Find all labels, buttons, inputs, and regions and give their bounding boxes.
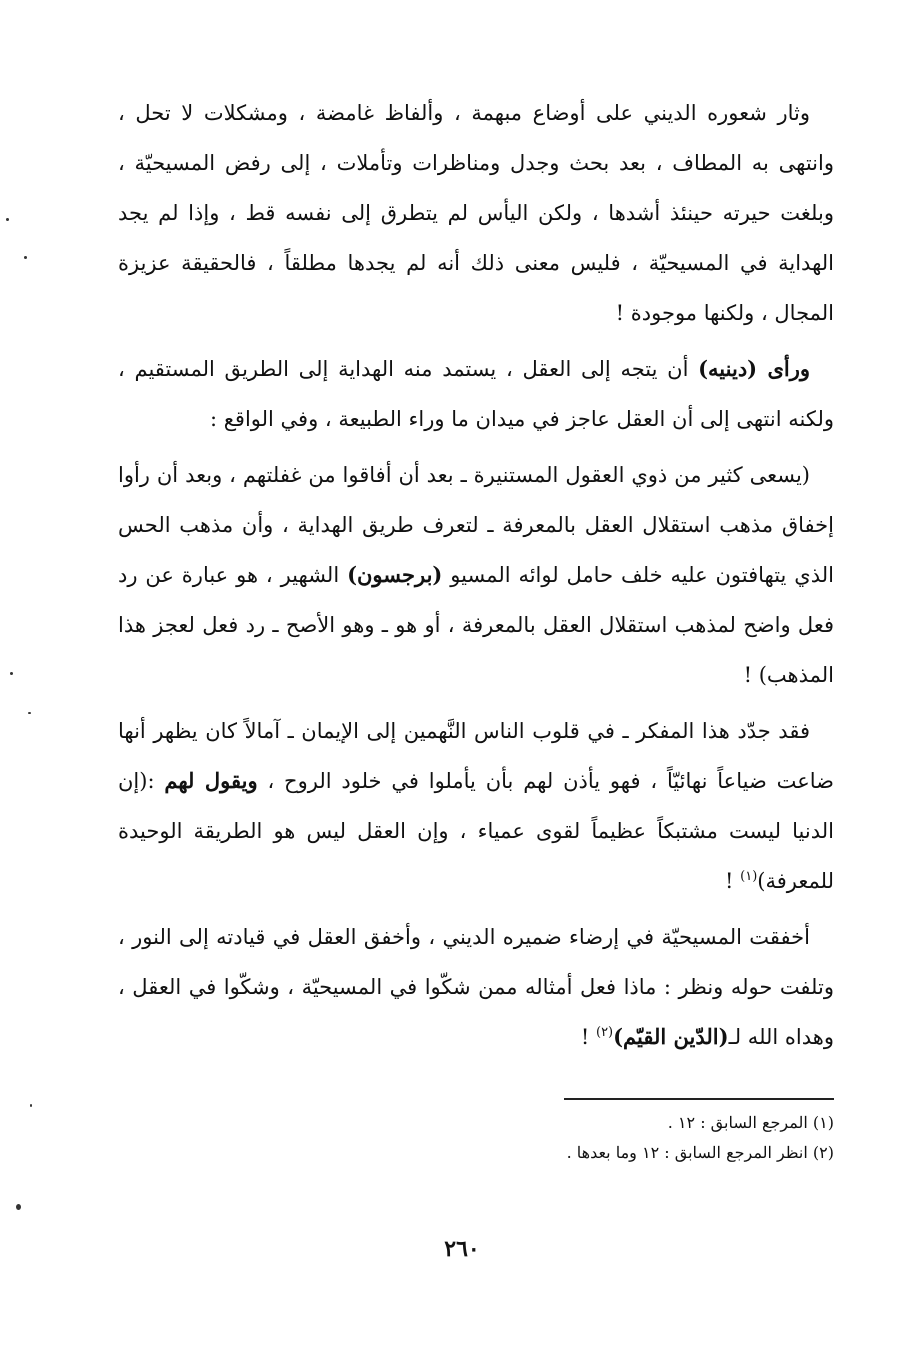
paragraph-5-text-b: ! <box>580 1025 596 1049</box>
scan-speck <box>24 256 27 259</box>
paragraph-1 <box>118 88 834 338</box>
scan-speck <box>28 712 31 714</box>
paragraph-2 <box>118 344 834 444</box>
paragraph-4-text-c: ! <box>725 869 741 893</box>
footnote-divider <box>564 1098 834 1100</box>
scan-speck <box>16 1204 21 1210</box>
footnote-2: (٢) انظر المرجع السابق : ١٢ وما بعدها . <box>566 1143 834 1162</box>
paragraph-3-text-b: الشهير ، هو عبارة عن رد فعل واضح لمذهب استقلال العقل بالمعرفة ، أو هو ـ وهو الأصح ـ رد فعل لعجز هذا المذهب) ! <box>118 563 834 687</box>
footnote-ref-1[interactable]: (١) <box>740 869 758 884</box>
paragraph-2-bold-name: ورأى (دينيه) <box>698 356 810 381</box>
page-number: ٢٦٠ <box>444 1236 480 1262</box>
footnote-ref-2[interactable]: (٢) <box>595 1025 614 1040</box>
scan-speck <box>10 672 13 675</box>
paragraph-5 <box>118 912 834 1062</box>
scan-speck <box>30 1104 32 1107</box>
paragraph-3-bold-name: (برجسون) <box>347 562 443 587</box>
paragraph-5-text-a: أخفقت المسيحيّة في إرضاء ضميره الديني ، وأخفق العقل في قيادته إلى النور ، وتلفت حوله ونظر : ماذا فعل أمثاله ممن شكّوا في المسيحيّة ، وشكّوا في العقل ، وهداه الله لـ <box>118 925 834 1049</box>
paragraph-5-bold: (الدّين القيّم) <box>613 1024 729 1049</box>
paragraph-4-text-a: فقد جدّد هذا المفكر ـ في قلوب الناس النَّهمين إلى الإيمان ـ آمالاً كان يظهر أنها ضاعت ضياعاً نهائيّاً ، فهو يأذن لهم بأن يأملوا في خلود الروح ، <box>118 719 834 793</box>
paragraph-4-text-b: :(إن الدنيا ليست مشتبكاً عظيماً لقوى عمياء ، وإن العقل ليس هو الطريقة الوحيدة للمعرفة) <box>118 769 834 893</box>
footnotes <box>334 1108 834 1168</box>
paragraph-4-bold: ويقول لهم <box>164 768 258 793</box>
body-text <box>118 88 834 1062</box>
footnote-1: (١) المرجع السابق : ١٢ . <box>667 1113 834 1132</box>
paragraph-2-text: أن يتجه إلى العقل ، يستمد منه الهداية إلى الطريق المستقيم ، ولكنه انتهى إلى أن العقل عاجز في ميدان ما وراء الطبيعة ، وفي الواقع : <box>118 357 834 431</box>
paragraph-1-text: وثار شعوره الديني على أوضاع مبهمة ، وألفاظ غامضة ، ومشكلات لا تحل ، وانتهى به المطاف ، بعد بحث وجدل ومناظرات وتأملات ، إلى رفض المسيحيّة ، وبلغت حيرته حينئذ أشدها ، ولكن اليأس لم يتطرق إلى نفسه قط ، وإذا لم يجد الهداية في المسيحيّة ، فليس معنى ذلك أنه لم يجدها مطلقاً ، فالحقيقة عزيزة المجال ، ولكنها موجودة ! <box>118 101 834 325</box>
paragraph-4 <box>118 706 834 906</box>
paragraph-3-quote <box>118 450 834 700</box>
paragraph-3-text-a: (يسعى كثير من ذوي العقول المستنيرة ـ بعد أن أفاقوا من غفلتهم ، وبعد أن رأوا إخفاق مذهب استقلال العقل بالمعرفة ـ لتعرف طريق الهداية ، وأن مذهب الحس الذي يتهافتون عليه خلف حامل لوائه المسيو <box>118 463 834 587</box>
scan-speck <box>6 218 9 221</box>
